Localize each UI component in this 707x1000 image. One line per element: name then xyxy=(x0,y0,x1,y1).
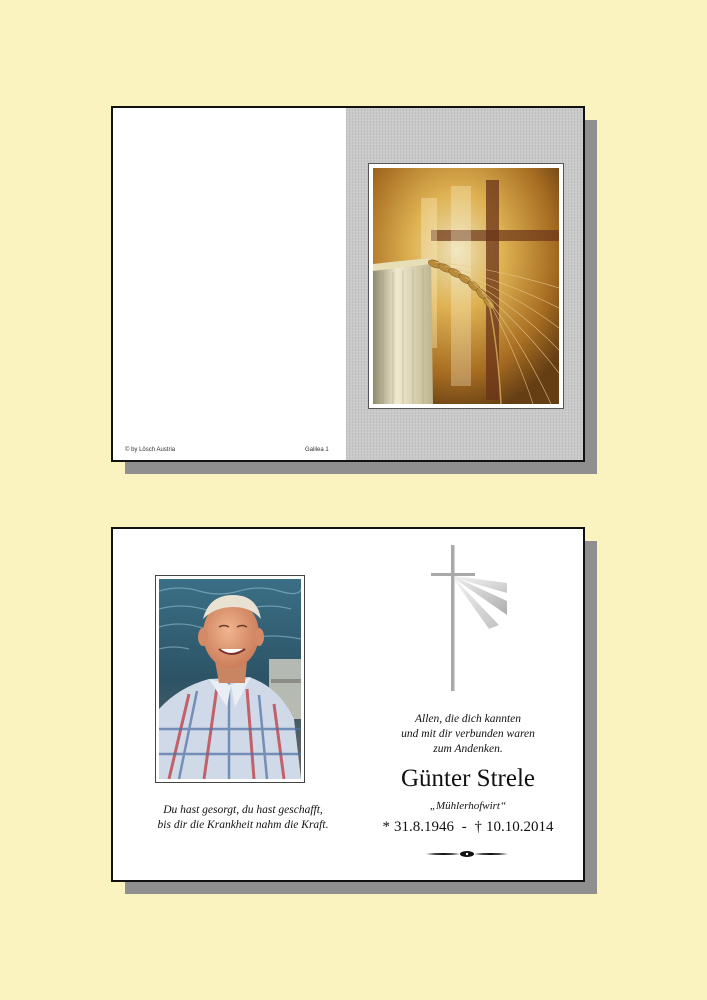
birth-date: 31.8.1946 xyxy=(394,819,454,835)
inside-card xyxy=(111,527,585,882)
deceased-nickname: „Mühlerhofwirt“ xyxy=(429,800,507,812)
left-verse xyxy=(123,803,363,833)
right-verse-line: und mit dir verbunden waren xyxy=(401,728,535,740)
cover-card xyxy=(111,106,585,462)
date-separator: - xyxy=(461,819,467,835)
cross-rays-icon xyxy=(429,543,509,693)
life-dates xyxy=(358,819,578,836)
copyright-text: © by Lösch Austria xyxy=(125,447,176,453)
wheat-ear-bible-cross-photo xyxy=(373,168,559,404)
death-date: 10.10.2014 xyxy=(486,819,554,835)
deceased-name: Günter Strele xyxy=(401,765,535,792)
right-verse xyxy=(358,712,578,757)
portrait-frame xyxy=(155,575,305,783)
left-verse-line: bis dir die Krankheit nahm die Kraft. xyxy=(157,819,329,831)
ornament-divider-icon xyxy=(424,848,510,860)
right-verse-line: zum Andenken. xyxy=(433,743,503,755)
left-verse-line: Du hast gesorgt, du hast geschafft, xyxy=(163,804,323,816)
design-name-text: Galilea 1 xyxy=(305,447,329,453)
portrait-photo xyxy=(159,579,301,779)
cover-card-blank-panel xyxy=(113,108,346,460)
right-verse-line: Allen, die dich kannten xyxy=(414,713,522,725)
death-symbol: † xyxy=(474,819,482,835)
birth-symbol: * xyxy=(382,819,390,835)
cover-image-frame xyxy=(368,163,564,409)
